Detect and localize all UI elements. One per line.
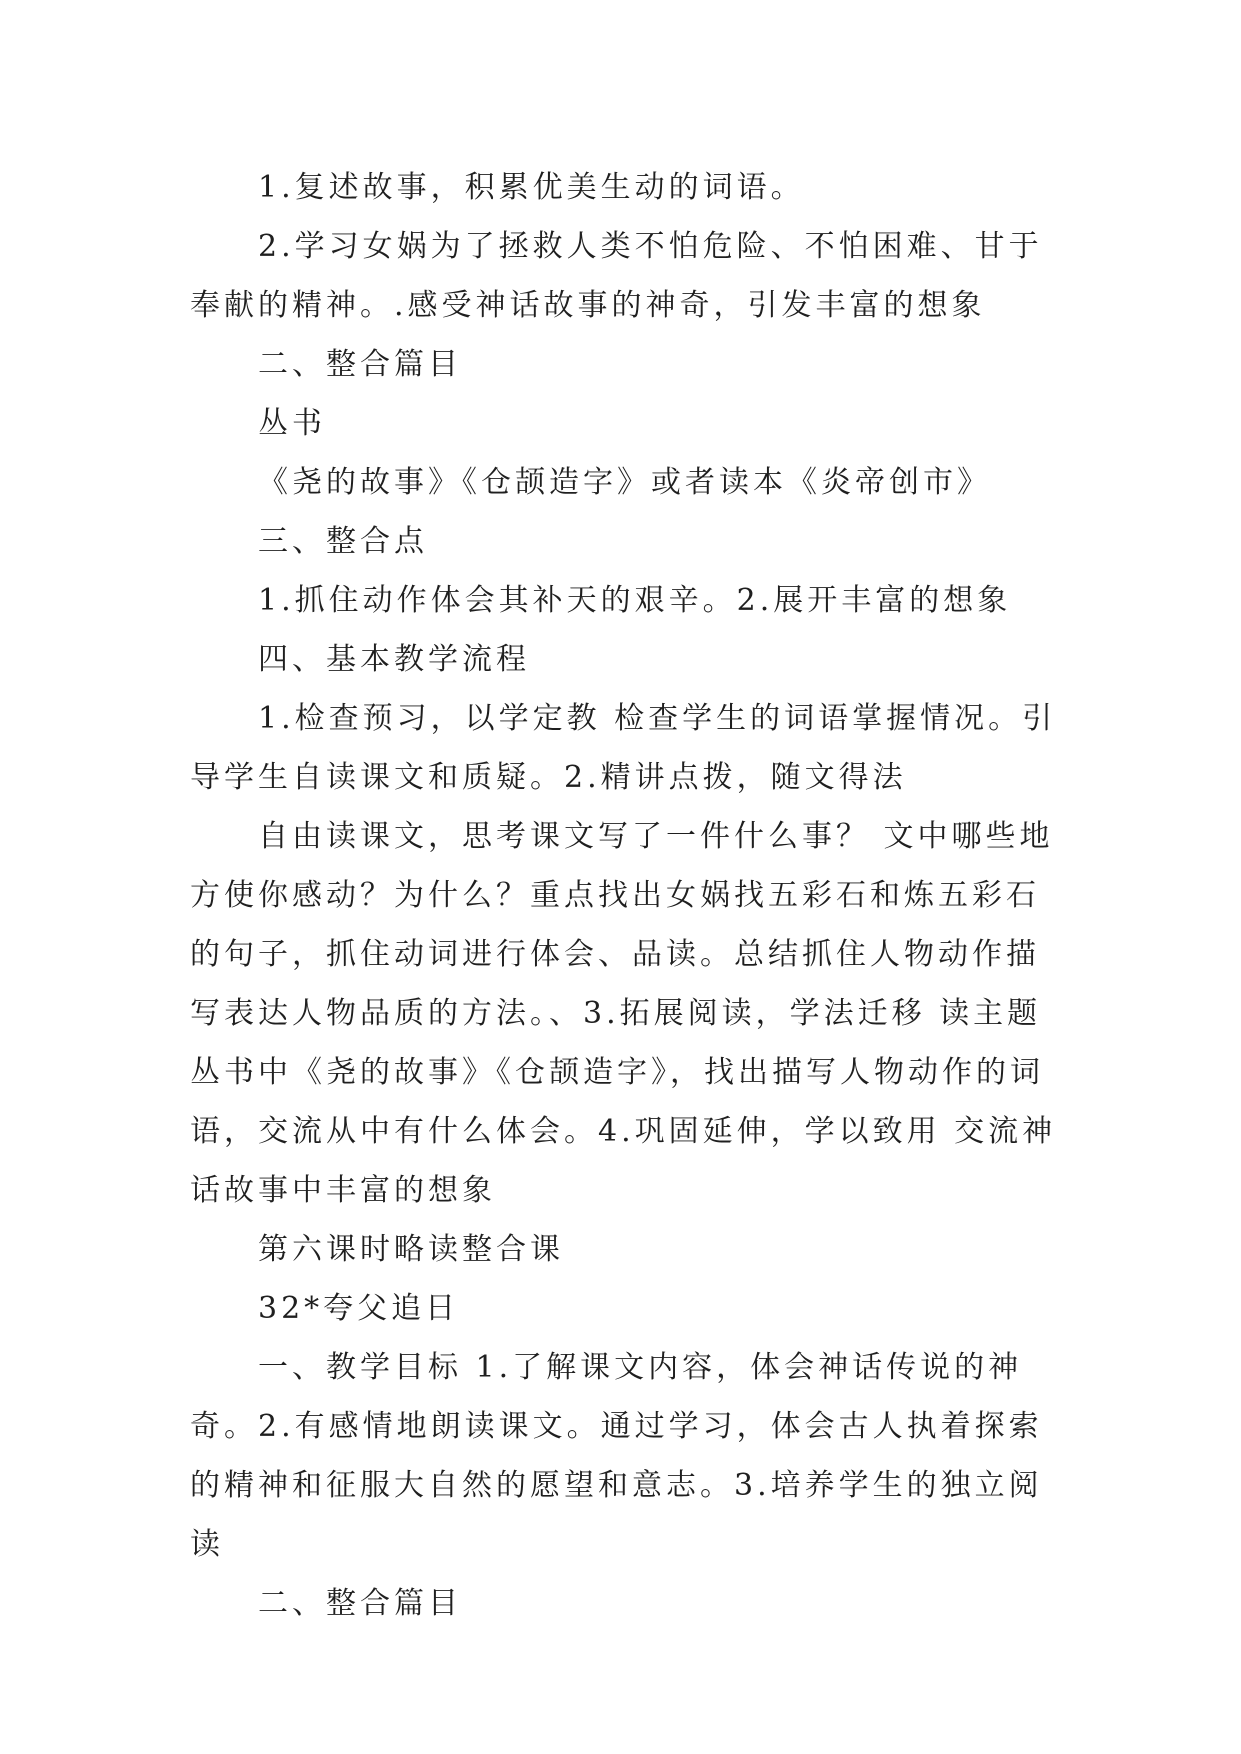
lesson-title: 32*夸父追日 xyxy=(258,1291,460,1326)
section-heading-integrated-texts: 二、整合篇目 xyxy=(258,347,462,382)
paragraph-objective-2: 2.学习女娲为了拯救人类不怕危险、不怕困难、甘于奉献的精神。.感受神话故事的神奇，引发丰富的想象 xyxy=(190,229,1043,323)
paragraph-reading-discussion: 自由读课文，思考课文写了一件什么事？ 文中哪些地方使你感动？为什么？重点找出女娲找五彩石和炼五彩石的句子，抓住动词进行体会、品读。总结抓住人物动作描写表达人物品质的方法。、3.拓展阅读，学法迁移 读主题丛书中《尧的故事》《仓颉造字》，找出描写人物动作的词语，交流从中有什么体会。4.巩固延伸，学以致用 交流神话故事中丰富的想象 xyxy=(190,819,1057,1208)
paragraph-reading-list: 《尧的故事》《仓颉造字》或者读本《炎帝创市》 xyxy=(258,465,991,500)
paragraph-process-step-1: 1.检查预习，以学定教 检查学生的词语掌握情况。引导学生自读课文和质疑。2.精讲点拨，随文得法 xyxy=(190,701,1057,795)
paragraph-integration-points: 1.抓住动作体会其补天的艰辛。2.展开丰富的想象 xyxy=(258,583,1012,618)
paragraph-teaching-objectives: 一、教学目标 1.了解课文内容，体会神话传说的神奇。2.有感情地朗读课文。通过学习，体会古人执着探索的精神和征服大自然的愿望和意志。3.培养学生的独立阅读 xyxy=(190,1350,1043,1562)
paragraph-series: 丛书 xyxy=(258,406,326,441)
paragraph-objective-1: 1.复述故事，积累优美生动的词语。 xyxy=(258,170,805,205)
section-heading-teaching-process: 四、基本教学流程 xyxy=(258,642,530,677)
section-heading-integration-points: 三、整合点 xyxy=(258,524,428,559)
section-heading-sixth-lesson: 第六课时略读整合课 xyxy=(258,1232,564,1267)
section-heading-integrated-texts-2: 二、整合篇目 xyxy=(258,1586,462,1621)
document-body xyxy=(190,158,1070,1633)
